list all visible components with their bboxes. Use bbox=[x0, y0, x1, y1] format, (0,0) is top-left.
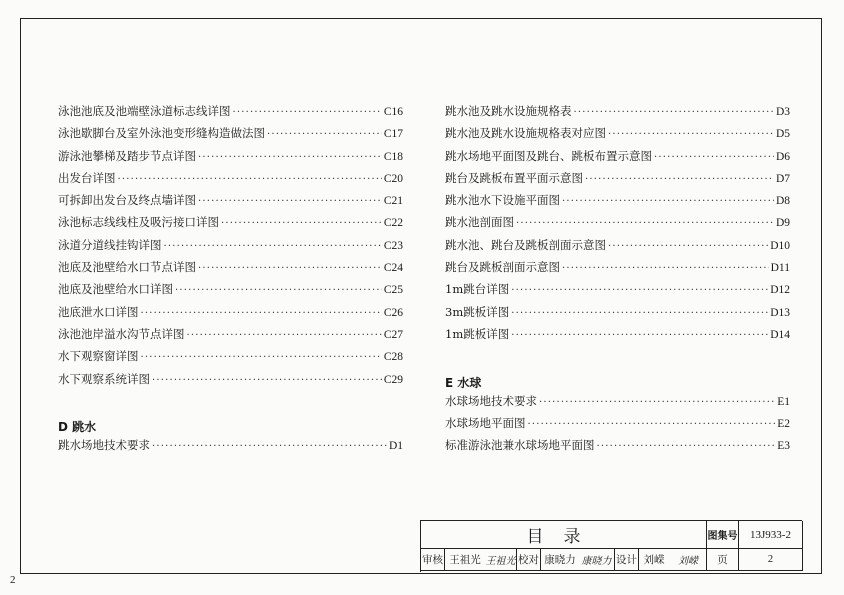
toc-entry[interactable] bbox=[445, 304, 790, 326]
review-label: 审核 bbox=[421, 549, 445, 571]
toc-entry[interactable] bbox=[445, 259, 790, 281]
section-heading-d: D 跳水 bbox=[58, 420, 97, 435]
toc-entry-page: E2 bbox=[777, 417, 790, 430]
toc-entry-page: C27 bbox=[383, 328, 403, 341]
toc-entry-title: 标准游泳池兼水球场地平面图 bbox=[445, 438, 595, 453]
reviewer-signature bbox=[485, 549, 517, 571]
toc-entry-page: C22 bbox=[383, 217, 403, 230]
toc-entry-page: D11 bbox=[770, 262, 790, 275]
toc-entry-title: 跳水场地技术要求 bbox=[58, 438, 150, 453]
toc-entry-title: 跳水池及跳水设施规格表 bbox=[445, 104, 572, 118]
toc-entry[interactable] bbox=[58, 148, 403, 170]
toc-right-column bbox=[445, 103, 790, 459]
toc-entry-page: C18 bbox=[383, 150, 403, 163]
leader-dots bbox=[654, 152, 774, 163]
toc-entry-page: D10 bbox=[770, 239, 790, 252]
toc-entry[interactable] bbox=[58, 103, 403, 125]
toc-entry-title: 跳水池、跳台及跳板剖面示意图 bbox=[445, 237, 606, 252]
signature-mark: 王祖光 bbox=[485, 556, 516, 567]
toc-left-column bbox=[58, 103, 403, 459]
toc-entry-page: C24 bbox=[383, 262, 403, 275]
toc-entry-title: 3m跳板详图 bbox=[445, 304, 510, 319]
leader-dots bbox=[198, 263, 382, 274]
toc-entry-title: 泳池歇脚台及室外泳池变形缝构造做法图 bbox=[58, 126, 265, 141]
toc-entry[interactable] bbox=[445, 170, 790, 192]
toc-entry-title: 池底及池壁给水口节点详图 bbox=[58, 260, 196, 275]
toc-entry-page: D6 bbox=[775, 150, 790, 163]
signature-mark: 康晓力 bbox=[581, 556, 612, 567]
toc-entry-page: D5 bbox=[775, 128, 790, 141]
toc-entry[interactable] bbox=[58, 281, 403, 303]
corner-page-number: 2 bbox=[10, 574, 16, 586]
toc-entry[interactable] bbox=[445, 237, 790, 259]
leader-dots bbox=[516, 218, 774, 229]
toc-entry[interactable] bbox=[58, 170, 403, 192]
toc-entry[interactable] bbox=[445, 125, 790, 147]
toc-entry-page: D1 bbox=[388, 440, 403, 453]
designer-signature bbox=[669, 549, 707, 571]
toc-entry-title: 游泳池攀梯及踏步节点详图 bbox=[58, 148, 196, 163]
leader-dots bbox=[528, 419, 776, 430]
leader-dots bbox=[562, 263, 769, 274]
toc-entry[interactable] bbox=[58, 237, 403, 259]
toc-entry-page: D13 bbox=[770, 306, 790, 319]
leader-dots bbox=[141, 352, 382, 363]
leader-dots bbox=[562, 196, 774, 207]
toc-entry-title: 1m跳台详图 bbox=[445, 282, 510, 297]
leader-dots bbox=[574, 107, 774, 118]
toc-entry-page: C21 bbox=[383, 195, 403, 208]
leader-dots bbox=[221, 218, 382, 229]
leader-dots bbox=[118, 174, 382, 185]
atlas-number-label: 图集号 bbox=[707, 521, 739, 549]
checker-signature bbox=[579, 549, 615, 571]
toc-entry-page: D12 bbox=[770, 284, 790, 297]
section-heading-e: E 水球 bbox=[445, 375, 482, 390]
toc-entry-title: 水下观察窗详图 bbox=[58, 349, 139, 364]
toc-entry[interactable] bbox=[445, 415, 790, 437]
leader-dots bbox=[608, 241, 768, 252]
title-block bbox=[420, 520, 802, 572]
toc-entry[interactable] bbox=[445, 326, 790, 348]
toc-entry-title: 池底泄水口详图 bbox=[58, 304, 139, 319]
reviewer-name: 王祖光 bbox=[445, 549, 485, 571]
signature-row bbox=[421, 549, 707, 571]
toc-entry-title: 跳水池水下设施平面图 bbox=[445, 193, 560, 208]
toc-entry-title: 可拆卸出发台及终点墙详图 bbox=[58, 193, 196, 208]
leader-dots bbox=[141, 308, 382, 319]
toc-entry-page: C29 bbox=[383, 373, 403, 386]
toc-entry[interactable] bbox=[58, 304, 403, 326]
toc-entry-title: 泳道分道线挂钩详图 bbox=[58, 237, 162, 252]
toc-entry-title: 跳水池剖面图 bbox=[445, 215, 514, 230]
design-label: 设计 bbox=[615, 549, 639, 571]
designer-name: 刘嵘 bbox=[639, 549, 669, 571]
signature-mark: 刘嵘 bbox=[678, 556, 698, 567]
toc-entry-page: D7 bbox=[775, 172, 790, 185]
toc-entry-title: 泳池池岸溢水沟节点详图 bbox=[58, 326, 185, 341]
page-number: 2 bbox=[739, 549, 803, 571]
toc-entry[interactable] bbox=[445, 103, 790, 125]
leader-dots bbox=[175, 285, 382, 296]
leader-dots bbox=[152, 375, 382, 386]
leader-dots bbox=[608, 129, 774, 140]
toc-entry[interactable] bbox=[445, 393, 790, 415]
leader-dots bbox=[511, 285, 768, 296]
leader-dots bbox=[597, 441, 776, 452]
toc-entry-title: 1m跳板详图 bbox=[445, 326, 510, 341]
toc-entry-title: 水球场地技术要求 bbox=[445, 393, 537, 408]
page-label: 页 bbox=[707, 549, 739, 571]
leader-dots bbox=[267, 129, 382, 140]
toc-entry-page: C26 bbox=[383, 306, 403, 319]
toc-entry[interactable] bbox=[445, 148, 790, 170]
leader-dots bbox=[585, 174, 774, 185]
toc-entry[interactable] bbox=[445, 214, 790, 236]
toc-entry-page: C17 bbox=[383, 128, 403, 141]
check-label: 校对 bbox=[517, 549, 541, 571]
toc-entry-title: 泳池标志线线柱及吸污接口详图 bbox=[58, 215, 219, 230]
toc-entry-page: E1 bbox=[777, 395, 790, 408]
toc-entry-page: C23 bbox=[383, 239, 403, 252]
toc-entry-page: D8 bbox=[775, 195, 790, 208]
checker-name: 康晓力 bbox=[541, 549, 579, 571]
toc-entry-page: D9 bbox=[775, 217, 790, 230]
toc-entry-page: C28 bbox=[383, 351, 403, 364]
toc-entry[interactable] bbox=[58, 371, 403, 393]
toc-entry[interactable] bbox=[58, 326, 403, 348]
leader-dots bbox=[198, 196, 382, 207]
toc-entry-page: E3 bbox=[777, 440, 790, 453]
toc-entry-page: C25 bbox=[383, 284, 403, 297]
toc-entry-page: C20 bbox=[383, 172, 403, 185]
toc-entry[interactable] bbox=[58, 348, 403, 370]
toc-entry[interactable] bbox=[58, 125, 403, 147]
leader-dots bbox=[511, 308, 768, 319]
leader-dots bbox=[187, 330, 382, 341]
toc-entry[interactable] bbox=[58, 259, 403, 281]
toc-entry-page: D3 bbox=[775, 106, 790, 118]
toc-entry[interactable] bbox=[445, 281, 790, 303]
leader-dots bbox=[164, 241, 382, 252]
toc-entry[interactable] bbox=[58, 192, 403, 214]
toc-entry-title: 水球场地平面图 bbox=[445, 415, 526, 430]
atlas-number: 13J933-2 bbox=[739, 521, 803, 549]
toc-entry[interactable] bbox=[445, 437, 790, 459]
leader-dots bbox=[539, 397, 775, 408]
drawing-title: 目录 bbox=[421, 521, 707, 549]
toc-entry-title: 池底及池壁给水口详图 bbox=[58, 282, 173, 297]
toc-entry[interactable] bbox=[58, 437, 403, 459]
toc-entry-title: 泳池池底及池端壁泳道标志线详图 bbox=[58, 104, 231, 118]
toc-entry-title: 跳水池及跳水设施规格表对应图 bbox=[445, 126, 606, 141]
toc-entry-title: 跳台及跳板布置平面示意图 bbox=[445, 170, 583, 185]
toc-entry-title: 跳台及跳板剖面示意图 bbox=[445, 260, 560, 275]
leader-dots bbox=[511, 330, 768, 341]
toc-entry-title: 跳水场地平面图及跳台、跳板布置示意图 bbox=[445, 148, 652, 163]
toc-entry[interactable] bbox=[58, 214, 403, 236]
leader-dots bbox=[198, 152, 382, 163]
toc-entry-page: D14 bbox=[770, 328, 790, 341]
toc-entry-page: C16 bbox=[383, 106, 403, 118]
toc-entry-title: 水下观察系统详图 bbox=[58, 371, 150, 386]
leader-dots bbox=[152, 441, 387, 452]
leader-dots bbox=[233, 107, 382, 118]
toc-entry-title: 出发台详图 bbox=[58, 170, 116, 185]
toc-entry[interactable] bbox=[445, 192, 790, 214]
